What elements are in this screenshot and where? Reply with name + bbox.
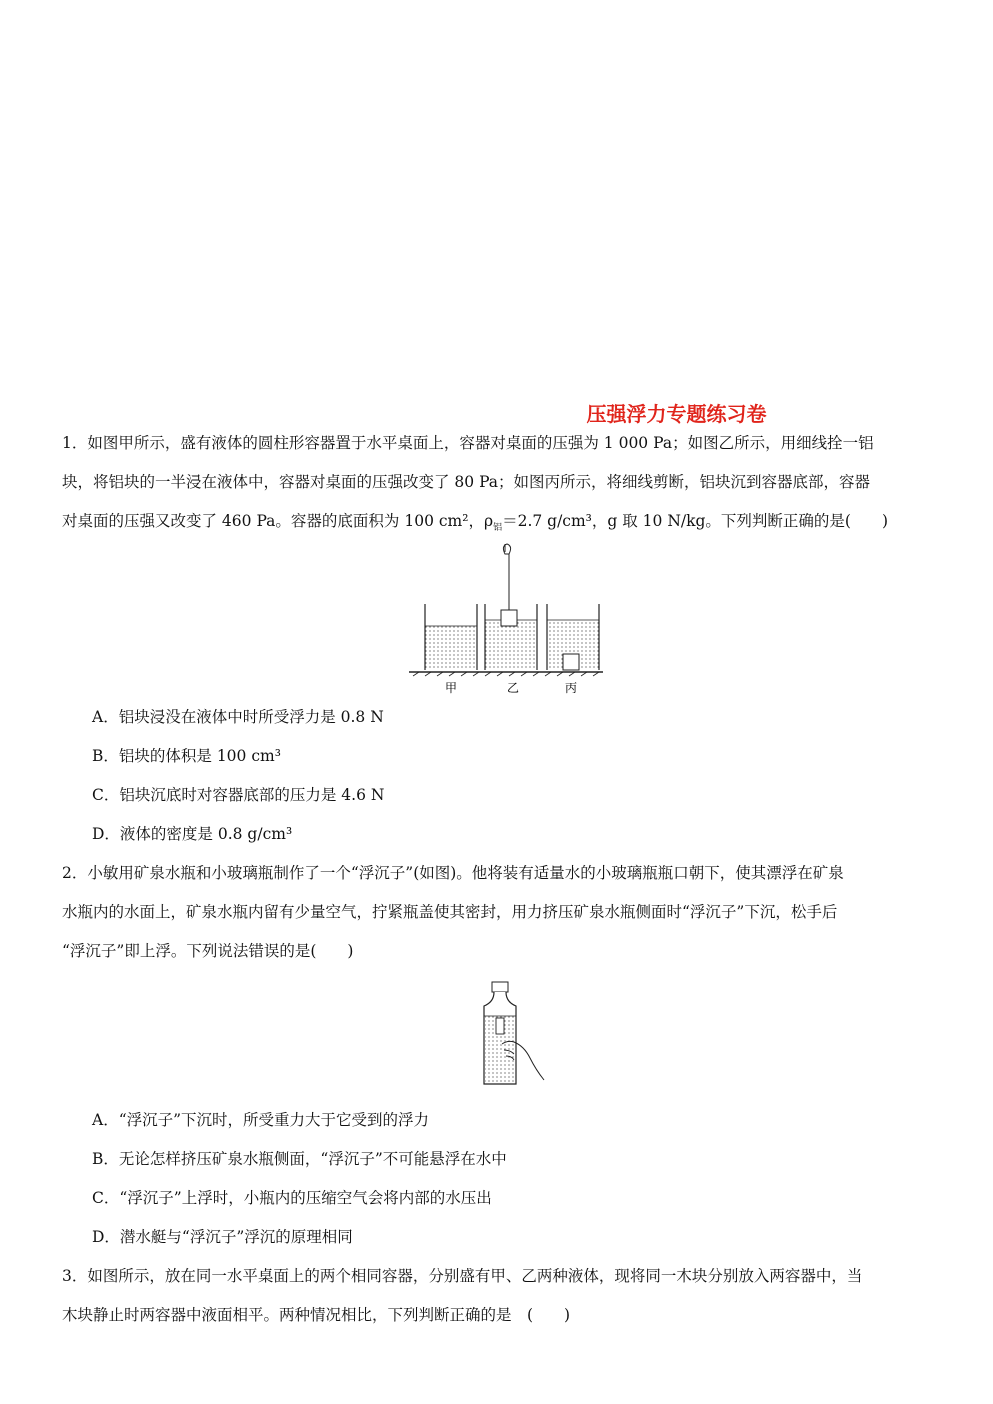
q2-line-3: “浮沉子”即上浮。下列说法错误的是( ) bbox=[62, 942, 354, 960]
q2-line-2: 水瓶内的水面上，矿泉水瓶内留有少量空气，拧紧瓶盖使其密封，用力挤压矿泉水瓶侧面时“浮沉子”下沉，松手后 bbox=[62, 903, 838, 921]
q1-line-3 bbox=[62, 510, 888, 535]
q1-option-c: C．铝块沉底时对容器底部的压力是 4.6 N bbox=[92, 786, 385, 804]
q2-option-b: B．无论怎样挤压矿泉水瓶侧面，“浮沉子”不可能悬浮在水中 bbox=[92, 1150, 507, 1168]
q2-option-d: D．潜水艇与“浮沉子”浮沉的原理相同 bbox=[92, 1228, 353, 1246]
fig-label-bing: 丙 bbox=[565, 681, 578, 695]
q1-option-b: B．铝块的体积是 100 cm³ bbox=[92, 747, 281, 765]
q1-line-3b: ＝2.7 g/cm³，g 取 10 N/kg。下列判断正确的是( ) bbox=[502, 512, 889, 530]
q1-line-3-sub: 铝 bbox=[493, 523, 503, 533]
q3-line-1: 3．如图所示，放在同一水平桌面上的两个相同容器，分别盛有甲、乙两种液体，现将同一木块分别放入两容器中，当 bbox=[62, 1267, 863, 1285]
q1-line-1: 1．如图甲所示，盛有液体的圆柱形容器置于水平桌面上，容器对桌面的压强为 1 000 Pa；如图乙所示，用细线拴一铝 bbox=[62, 434, 874, 452]
q2-figure-cartesian-diver bbox=[472, 980, 548, 1090]
fig-label-jia: 甲 bbox=[445, 681, 458, 695]
q1-line-2: 块，将铝块的一半浸在液体中，容器对桌面的压强改变了 80 Pa；如图丙所示，将细线剪断，铝块沉到容器底部，容器 bbox=[62, 473, 871, 491]
q1-figure-containers bbox=[405, 542, 605, 698]
q1-line-3a: 对桌面的压强又改变了 460 Pa。容器的底面积为 100 cm²，ρ bbox=[62, 512, 494, 530]
page-title: 压强浮力专题练习卷 bbox=[586, 402, 767, 426]
q1-option-a: A．铝块浸没在液体中时所受浮力是 0.8 N bbox=[92, 708, 384, 726]
q3-line-2: 木块静止时两容器中液面相平。两种情况相比，下列判断正确的是 ( ) bbox=[62, 1306, 571, 1324]
q1-option-d: D．液体的密度是 0.8 g/cm³ bbox=[92, 825, 293, 843]
fig-label-yi: 乙 bbox=[507, 681, 520, 695]
q2-option-a: A．“浮沉子”下沉时，所受重力大于它受到的浮力 bbox=[92, 1111, 430, 1129]
q2-option-c: C．“浮沉子”上浮时，小瓶内的压缩空气会将内部的水压出 bbox=[92, 1189, 492, 1207]
q2-line-1: 2．小敏用矿泉水瓶和小玻璃瓶制作了一个“浮沉子”(如图)。他将装有适量水的小玻璃瓶瓶口朝下，使其漂浮在矿泉 bbox=[62, 864, 844, 882]
